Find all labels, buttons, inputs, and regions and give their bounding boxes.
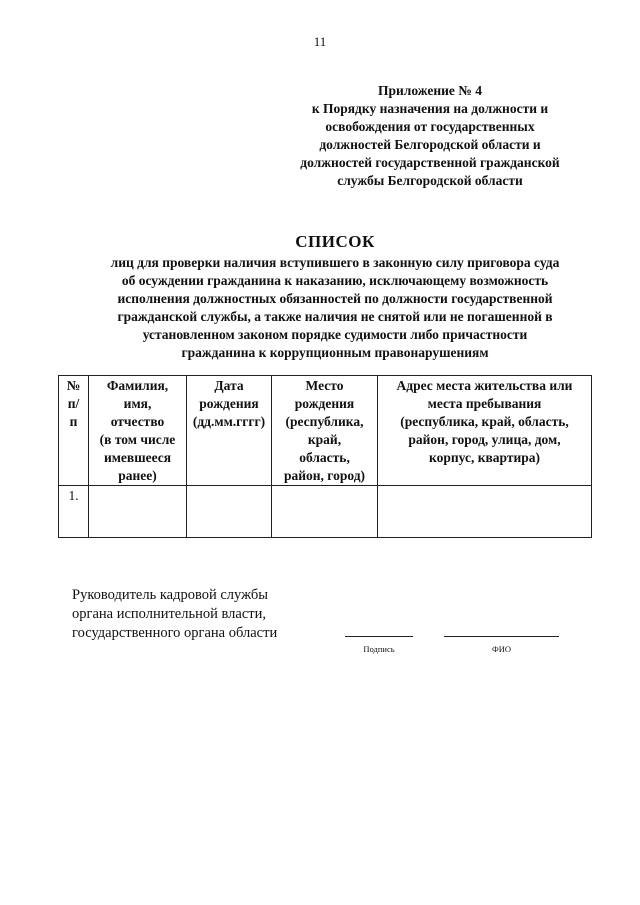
signatory-line: органа исполнительной власти, <box>72 606 266 622</box>
signature-caption: Подпись <box>363 644 395 654</box>
subtitle-line: установленном законом порядке судимости либо причастности <box>142 327 528 342</box>
list-title: СПИСОК <box>295 232 375 251</box>
list-subtitle <box>60 254 610 362</box>
subtitle-line: лиц для проверки наличия вступившего в законную силу приговора суда <box>110 255 560 270</box>
subtitle-line: гражданина к коррупционным правонарушениям <box>181 345 489 360</box>
column-header-birth-place: Место рождения (республика, край, область, район, город) <box>272 376 378 486</box>
subtitle-line: исполнения должностных обязанностей по должности государственной <box>117 291 553 306</box>
birth-date-cell[interactable] <box>187 486 272 538</box>
address-cell[interactable] <box>378 486 592 538</box>
subtitle-line: об осуждении гражданина к наказанию, исключающему возможность <box>121 273 549 288</box>
appendix-line: освобождения от государственных <box>325 119 535 134</box>
table-row <box>59 486 592 538</box>
column-header-full-name: Фамилия, имя, отчество (в том числе имевшееся ранее) <box>89 376 187 486</box>
subtitle-line: гражданской службы, а также наличия не снятой или не погашенной в <box>117 309 553 324</box>
appendix-line: к Порядку назначения на должности и <box>311 101 549 116</box>
column-header-birth-date: Дата рождения (дд.мм.гггг) <box>187 376 272 486</box>
column-header-number: № п/ п <box>59 376 89 486</box>
page-number: 11 <box>313 34 327 49</box>
signatory-line: Руководитель кадровой службы <box>72 587 269 603</box>
appendix-line: должностей Белгородской области и <box>319 137 541 152</box>
persons-table <box>58 375 592 538</box>
appendix-line: должностей государственной гражданской <box>300 155 560 170</box>
appendix-line: Приложение № 4 <box>378 83 482 98</box>
appendix-line: службы Белгородской области <box>337 173 523 188</box>
signatory-line: государственного органа области <box>72 625 278 641</box>
table-header-row <box>59 376 592 486</box>
name-cell[interactable] <box>89 486 187 538</box>
column-header-address: Адрес места жительства или места пребывания (республика, край, область, район, город, улица, дом, корпус, квартира) <box>378 376 592 486</box>
full-name-line[interactable] <box>444 636 559 637</box>
row-number-cell: 1. <box>59 486 89 538</box>
signatory-title <box>72 586 277 643</box>
full-name-caption: ФИО <box>492 644 511 654</box>
birth-place-cell[interactable] <box>272 486 378 538</box>
signature-line[interactable] <box>345 636 413 637</box>
appendix-header <box>270 82 590 190</box>
